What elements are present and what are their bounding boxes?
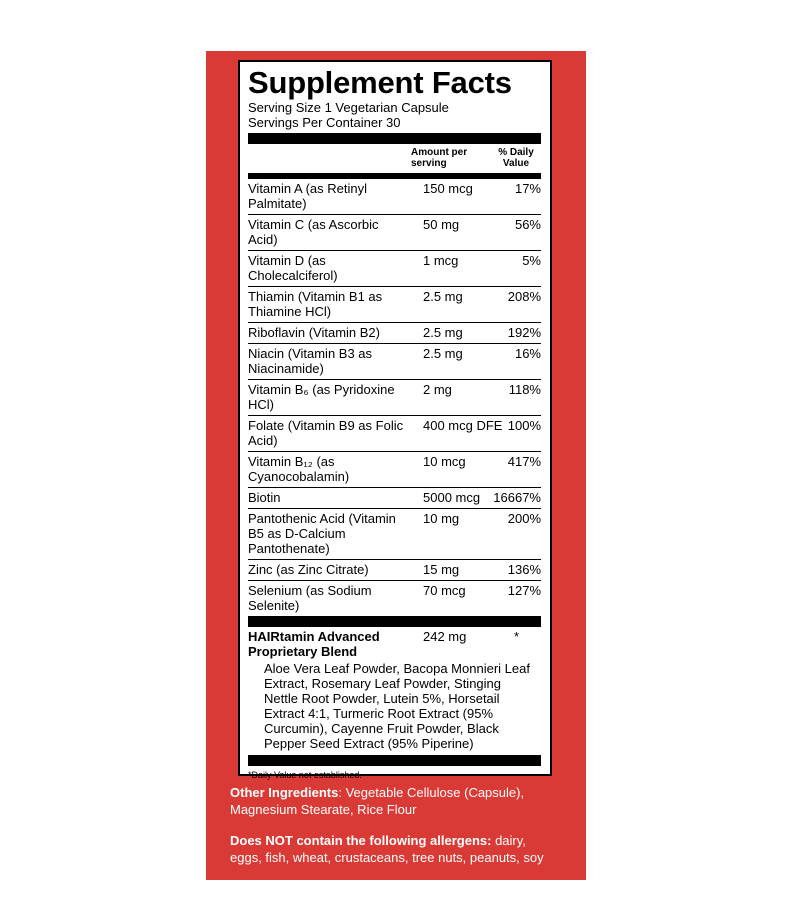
other-ingredients-text: : Vegetable Cellulose (Capsule), Magnesium Stearate, Rice Flour — [230, 785, 525, 817]
nutrient-dv: 16% — [514, 346, 541, 361]
nutrient-name: Vitamin C (as Ascorbic Acid) — [248, 217, 379, 247]
nutrient-row — [248, 560, 541, 581]
nutrient-name: Folate (Vitamin B9 as Folic Acid) — [248, 418, 404, 448]
label-title: Supplement Facts — [248, 65, 512, 100]
nutrient-dv: 118% — [508, 382, 541, 397]
nutrient-dv: 5% — [522, 253, 541, 268]
nutrient-amount: 2.5 mg — [423, 346, 463, 361]
nutrient-row — [248, 488, 541, 509]
nutrient-amount: 150 mcg — [423, 181, 473, 196]
nutrient-name: Selenium (as Sodium Selenite) — [248, 583, 372, 613]
nutrient-name: Vitamin A (as Retinyl Palmitate) — [248, 181, 367, 211]
footnote: *Daily Value not established. — [248, 770, 362, 780]
other-ingredients — [230, 784, 560, 818]
supplement-facts-label — [238, 60, 552, 780]
nutrient-dv: 136% — [507, 562, 541, 577]
nutrient-table — [248, 179, 541, 616]
nutrient-row — [248, 179, 541, 215]
nutrient-name: Vitamin B₁₂ (as Cyanocobalamin) — [248, 454, 350, 484]
column-header — [248, 144, 541, 172]
divider-blend — [248, 616, 541, 627]
blend-name: HAIRtamin Advanced Proprietary Blend — [248, 629, 380, 659]
nutrient-dv: 200% — [507, 511, 541, 526]
nutrient-row — [248, 581, 541, 616]
nutrient-dv: 100% — [507, 418, 541, 433]
allergen-label: Does NOT contain the following allergens: — [230, 833, 492, 848]
nutrient-dv: 417% — [507, 454, 541, 469]
nutrient-dv: 127% — [507, 583, 541, 598]
nutrient-amount: 70 mcg — [423, 583, 466, 598]
nutrient-name: Zinc (as Zinc Citrate) — [248, 562, 369, 577]
nutrient-dv: 17% — [514, 181, 541, 196]
serving-size: Serving Size 1 Vegetarian Capsule — [248, 100, 449, 115]
blend-dv: * — [513, 629, 519, 644]
nutrient-row — [248, 251, 541, 287]
nutrient-row — [248, 287, 541, 323]
nutrient-name: Thiamin (Vitamin B1 as Thiamine HCl) — [248, 289, 383, 319]
amount-header: Amount per serving — [411, 147, 468, 169]
nutrient-name: Niacin (Vitamin B3 as Niacinamide) — [248, 346, 373, 376]
nutrient-amount: 1 mcg — [423, 253, 459, 268]
nutrient-row — [248, 380, 541, 416]
allergen-text: dairy, eggs, fish, wheat, crustaceans, tree nuts, peanuts, soy — [230, 833, 544, 865]
nutrient-row — [248, 344, 541, 380]
nutrient-name: Biotin — [248, 490, 281, 505]
nutrient-dv: 16667% — [493, 490, 541, 505]
nutrient-name: Riboflavin (Vitamin B2) — [248, 325, 380, 340]
nutrient-dv: 56% — [514, 217, 541, 232]
nutrient-name: Vitamin B₆ (as Pyridoxine HCl) — [248, 382, 395, 412]
nutrient-name: Vitamin D (as Cholecalciferol) — [248, 253, 338, 283]
proprietary-blend — [248, 627, 541, 751]
nutrient-dv: 208% — [507, 289, 541, 304]
nutrient-amount: 2.5 mg — [423, 289, 463, 304]
blend-ingredients: Aloe Vera Leaf Powder, Bacopa Monnieri Leaf Extract, Rosemary Leaf Powder, Stinging Nettle Root Powder, Lutein 5%, Horsetail Extract 4:1, Turmeric Root Extract (95% Curcumin), Cayenne Fruit Powder, Black Pepper Seed Extract (95% Piperine) — [264, 661, 530, 751]
blend-amount: 242 mg — [423, 629, 467, 644]
nutrient-amount: 15 mg — [423, 562, 460, 577]
nutrient-amount: 5000 mcg — [423, 490, 481, 505]
nutrient-name: Pantothenic Acid (Vitamin B5 as D-Calcium Pantothenate) — [248, 511, 396, 556]
nutrient-amount: 2.5 mg — [423, 325, 463, 340]
nutrient-amount: 50 mg — [423, 217, 460, 232]
nutrient-row — [248, 215, 541, 251]
nutrient-amount: 2 mg — [423, 382, 452, 397]
divider-thick — [248, 133, 541, 144]
nutrient-row — [248, 452, 541, 488]
nutrient-amount: 10 mcg — [423, 454, 466, 469]
nutrient-row — [248, 509, 541, 560]
allergen-statement — [230, 832, 560, 866]
nutrient-amount: 10 mg — [423, 511, 460, 526]
nutrient-dv: 192% — [507, 325, 541, 340]
nutrient-row — [248, 416, 541, 452]
other-ingredients-label: Other Ingredients — [230, 785, 339, 800]
nutrient-row — [248, 323, 541, 344]
nutrient-amount: 400 mcg DFE — [423, 418, 503, 433]
divider-bottom — [248, 755, 541, 766]
daily-value-header: % Daily Value — [498, 147, 534, 169]
servings-per-container: Servings Per Container 30 — [248, 115, 401, 130]
